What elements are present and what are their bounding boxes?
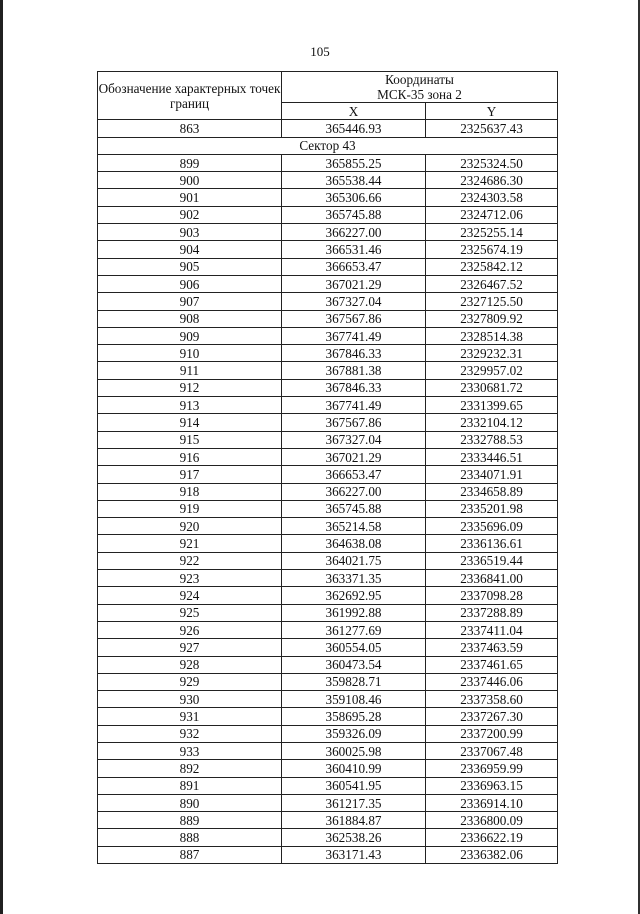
point-label-header: Обозначение характерных точек границ — [98, 72, 282, 120]
table-row — [98, 154, 558, 171]
point-number-cell: 904 — [98, 241, 282, 258]
point-number-cell: 913 — [98, 397, 282, 414]
table-row — [98, 846, 558, 863]
x-coordinate-cell: 366227.00 — [282, 483, 426, 500]
table-row — [98, 483, 558, 500]
point-number-cell: 901 — [98, 189, 282, 206]
point-number-cell: 863 — [98, 120, 282, 137]
x-coordinate-cell: 364638.08 — [282, 535, 426, 552]
table-row — [98, 120, 558, 137]
table-row — [98, 310, 558, 327]
table-row — [98, 604, 558, 621]
y-coordinate-cell: 2325255.14 — [426, 224, 558, 241]
table-row — [98, 518, 558, 535]
point-number-cell: 921 — [98, 535, 282, 552]
x-coordinate-cell: 361992.88 — [282, 604, 426, 621]
x-coordinate-cell: 360554.05 — [282, 639, 426, 656]
coordinates-header — [282, 72, 558, 103]
point-number-cell: 930 — [98, 691, 282, 708]
y-coordinate-cell: 2325324.50 — [426, 154, 558, 171]
y-coordinate-cell: 2329957.02 — [426, 362, 558, 379]
point-number-cell: 918 — [98, 483, 282, 500]
y-coordinate-cell: 2337461.65 — [426, 656, 558, 673]
x-coordinate-cell: 359108.46 — [282, 691, 426, 708]
table-row — [98, 708, 558, 725]
y-coordinate-cell: 2324303.58 — [426, 189, 558, 206]
y-coordinate-cell: 2324686.30 — [426, 172, 558, 189]
point-number-cell: 911 — [98, 362, 282, 379]
x-coordinate-cell: 364021.75 — [282, 552, 426, 569]
point-number-cell: 892 — [98, 760, 282, 777]
x-column-header: X — [282, 103, 426, 120]
x-coordinate-cell: 363171.43 — [282, 846, 426, 863]
x-coordinate-cell: 365538.44 — [282, 172, 426, 189]
y-coordinate-cell: 2325842.12 — [426, 258, 558, 275]
table-row — [98, 172, 558, 189]
y-coordinate-cell: 2332788.53 — [426, 431, 558, 448]
x-coordinate-cell: 367846.33 — [282, 345, 426, 362]
point-number-cell: 888 — [98, 829, 282, 846]
point-number-cell: 900 — [98, 172, 282, 189]
table-row — [98, 691, 558, 708]
y-coordinate-cell: 2337358.60 — [426, 691, 558, 708]
y-coordinate-cell: 2330681.72 — [426, 379, 558, 396]
x-coordinate-cell: 367327.04 — [282, 431, 426, 448]
point-number-cell: 909 — [98, 327, 282, 344]
x-coordinate-cell: 358695.28 — [282, 708, 426, 725]
table-row — [98, 725, 558, 742]
table-row — [98, 587, 558, 604]
x-coordinate-cell: 367846.33 — [282, 379, 426, 396]
sector-row — [98, 137, 558, 154]
table-row — [98, 241, 558, 258]
table-row — [98, 189, 558, 206]
y-coordinate-cell: 2325637.43 — [426, 120, 558, 137]
y-coordinate-cell: 2336382.06 — [426, 846, 558, 863]
table-row — [98, 812, 558, 829]
coordinates-table — [97, 71, 558, 864]
point-number-cell: 933 — [98, 742, 282, 759]
table-row — [98, 656, 558, 673]
point-number-cell: 923 — [98, 570, 282, 587]
point-number-cell: 927 — [98, 639, 282, 656]
x-coordinate-cell: 366653.47 — [282, 258, 426, 275]
point-number-cell: 920 — [98, 518, 282, 535]
x-coordinate-cell: 367741.49 — [282, 397, 426, 414]
y-coordinate-cell: 2334071.91 — [426, 466, 558, 483]
point-number-cell: 922 — [98, 552, 282, 569]
table-row — [98, 570, 558, 587]
table-row — [98, 760, 558, 777]
y-coordinate-cell: 2337411.04 — [426, 621, 558, 638]
point-number-cell: 914 — [98, 414, 282, 431]
table-row — [98, 431, 558, 448]
point-number-cell: 903 — [98, 224, 282, 241]
point-number-cell: 889 — [98, 812, 282, 829]
y-coordinate-cell: 2333446.51 — [426, 448, 558, 465]
x-coordinate-cell: 365745.88 — [282, 206, 426, 223]
point-number-cell: 932 — [98, 725, 282, 742]
x-coordinate-cell: 360410.99 — [282, 760, 426, 777]
point-number-cell: 906 — [98, 275, 282, 292]
x-coordinate-cell: 367567.86 — [282, 310, 426, 327]
x-coordinate-cell: 365306.66 — [282, 189, 426, 206]
y-coordinate-cell: 2337067.48 — [426, 742, 558, 759]
y-coordinate-cell: 2337446.06 — [426, 673, 558, 690]
x-coordinate-cell: 363371.35 — [282, 570, 426, 587]
y-coordinate-cell: 2336959.99 — [426, 760, 558, 777]
point-number-cell: 931 — [98, 708, 282, 725]
y-coordinate-cell: 2331399.65 — [426, 397, 558, 414]
sector-header-body — [98, 137, 558, 154]
table-row — [98, 379, 558, 396]
point-number-cell: 891 — [98, 777, 282, 794]
x-coordinate-cell: 360473.54 — [282, 656, 426, 673]
y-coordinate-cell: 2325674.19 — [426, 241, 558, 258]
y-coordinate-cell: 2324712.06 — [426, 206, 558, 223]
sector-label: Сектор 43 — [98, 137, 558, 154]
y-coordinate-cell: 2336136.61 — [426, 535, 558, 552]
table-row — [98, 829, 558, 846]
table-row — [98, 794, 558, 811]
x-coordinate-cell: 361217.35 — [282, 794, 426, 811]
y-coordinate-cell: 2332104.12 — [426, 414, 558, 431]
y-column-header: Y — [426, 103, 558, 120]
table-row — [98, 293, 558, 310]
x-coordinate-cell: 365855.25 — [282, 154, 426, 171]
rows-before-sector — [98, 120, 558, 137]
y-coordinate-cell: 2329232.31 — [426, 345, 558, 362]
table-row — [98, 466, 558, 483]
table-row — [98, 742, 558, 759]
table-row — [98, 258, 558, 275]
point-number-cell: 887 — [98, 846, 282, 863]
point-number-cell: 908 — [98, 310, 282, 327]
point-number-cell: 899 — [98, 154, 282, 171]
y-coordinate-cell: 2336622.19 — [426, 829, 558, 846]
coordinates-title: Координаты — [385, 72, 454, 87]
x-coordinate-cell: 360025.98 — [282, 742, 426, 759]
point-number-cell: 912 — [98, 379, 282, 396]
x-coordinate-cell: 367881.38 — [282, 362, 426, 379]
y-coordinate-cell: 2335696.09 — [426, 518, 558, 535]
x-coordinate-cell: 367741.49 — [282, 327, 426, 344]
x-coordinate-cell: 365214.58 — [282, 518, 426, 535]
y-coordinate-cell: 2336841.00 — [426, 570, 558, 587]
table-header — [98, 72, 558, 120]
y-coordinate-cell: 2336914.10 — [426, 794, 558, 811]
table-row — [98, 621, 558, 638]
y-coordinate-cell: 2328514.38 — [426, 327, 558, 344]
table-row — [98, 397, 558, 414]
table-row — [98, 673, 558, 690]
point-number-cell: 928 — [98, 656, 282, 673]
x-coordinate-cell: 366653.47 — [282, 466, 426, 483]
x-coordinate-cell: 361277.69 — [282, 621, 426, 638]
y-coordinate-cell: 2337200.99 — [426, 725, 558, 742]
x-coordinate-cell: 365446.93 — [282, 120, 426, 137]
point-number-cell: 925 — [98, 604, 282, 621]
point-number-cell: 907 — [98, 293, 282, 310]
sector-rows — [98, 154, 558, 863]
table-row — [98, 777, 558, 794]
x-coordinate-cell: 367567.86 — [282, 414, 426, 431]
point-number-cell: 919 — [98, 500, 282, 517]
y-coordinate-cell: 2336963.15 — [426, 777, 558, 794]
table-row — [98, 552, 558, 569]
table-row — [98, 414, 558, 431]
y-coordinate-cell: 2327809.92 — [426, 310, 558, 327]
x-coordinate-cell: 359326.09 — [282, 725, 426, 742]
point-number-cell: 890 — [98, 794, 282, 811]
table-row — [98, 535, 558, 552]
table-row — [98, 345, 558, 362]
y-coordinate-cell: 2336800.09 — [426, 812, 558, 829]
x-coordinate-cell: 365745.88 — [282, 500, 426, 517]
point-number-cell: 917 — [98, 466, 282, 483]
point-number-cell: 915 — [98, 431, 282, 448]
y-coordinate-cell: 2334658.89 — [426, 483, 558, 500]
x-coordinate-cell: 362538.26 — [282, 829, 426, 846]
y-coordinate-cell: 2335201.98 — [426, 500, 558, 517]
table-row — [98, 362, 558, 379]
x-coordinate-cell: 367327.04 — [282, 293, 426, 310]
table-row — [98, 448, 558, 465]
x-coordinate-cell: 366531.46 — [282, 241, 426, 258]
x-coordinate-cell: 361884.87 — [282, 812, 426, 829]
y-coordinate-cell: 2337267.30 — [426, 708, 558, 725]
point-number-cell: 924 — [98, 587, 282, 604]
y-coordinate-cell: 2326467.52 — [426, 275, 558, 292]
table-row — [98, 500, 558, 517]
x-coordinate-cell: 359828.71 — [282, 673, 426, 690]
page-number: 105 — [310, 44, 330, 59]
table-row — [98, 224, 558, 241]
x-coordinate-cell: 360541.95 — [282, 777, 426, 794]
x-coordinate-cell: 362692.95 — [282, 587, 426, 604]
scan-edge-left — [0, 0, 3, 914]
table-row — [98, 206, 558, 223]
y-coordinate-cell: 2337463.59 — [426, 639, 558, 656]
x-coordinate-cell: 367021.29 — [282, 448, 426, 465]
y-coordinate-cell: 2337098.28 — [426, 587, 558, 604]
point-number-cell: 929 — [98, 673, 282, 690]
point-number-cell: 916 — [98, 448, 282, 465]
point-number-cell: 902 — [98, 206, 282, 223]
table-row — [98, 327, 558, 344]
y-coordinate-cell: 2336519.44 — [426, 552, 558, 569]
x-coordinate-cell: 366227.00 — [282, 224, 426, 241]
table-row — [98, 275, 558, 292]
table-row — [98, 639, 558, 656]
point-number-cell: 926 — [98, 621, 282, 638]
point-number-cell: 905 — [98, 258, 282, 275]
y-coordinate-cell: 2337288.89 — [426, 604, 558, 621]
y-coordinate-cell: 2327125.50 — [426, 293, 558, 310]
point-number-cell: 910 — [98, 345, 282, 362]
x-coordinate-cell: 367021.29 — [282, 275, 426, 292]
coordinate-system: МСК-35 зона 2 — [377, 87, 462, 102]
